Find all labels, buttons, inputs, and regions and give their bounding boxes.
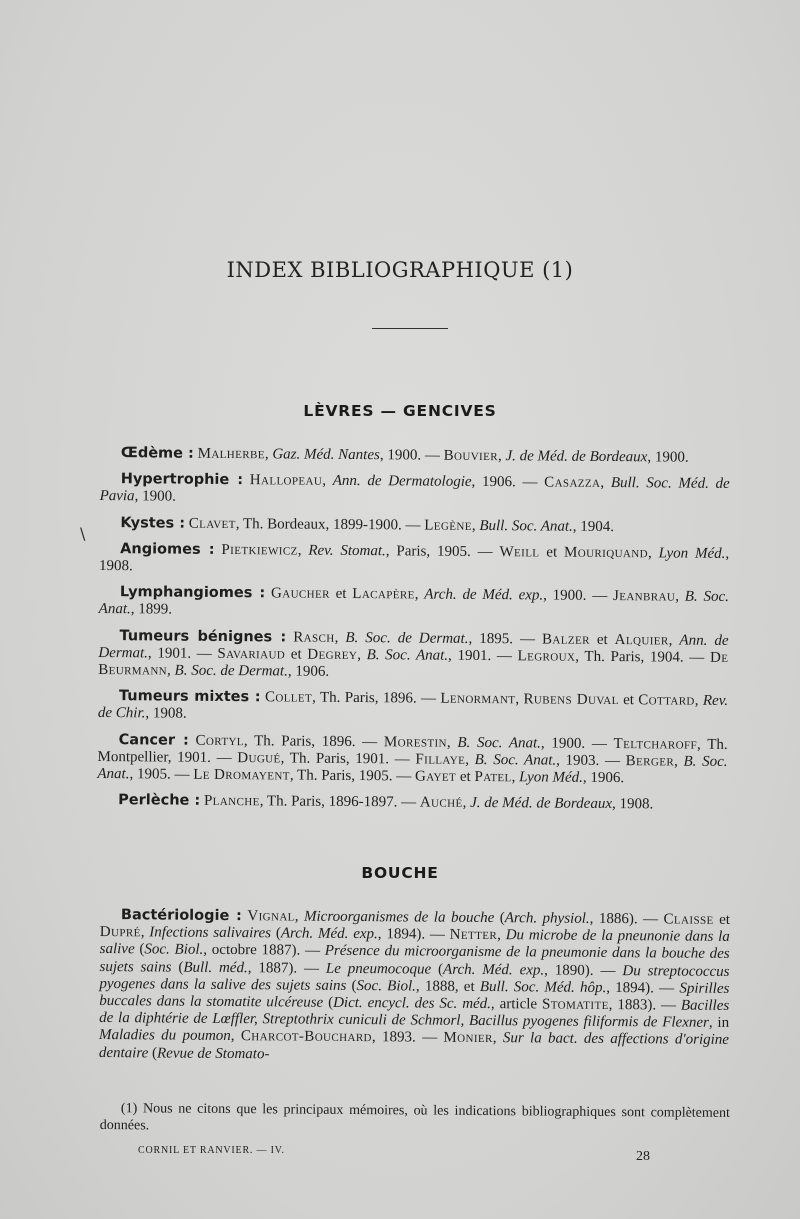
entry-author: Lenormant bbox=[440, 690, 516, 708]
entry-author: Hallopeau bbox=[249, 472, 323, 489]
entry-term: Angiomes : bbox=[120, 540, 215, 558]
entry-publication: Du microbe de la pneunonie dans la salive bbox=[99, 927, 730, 958]
entry-text: ( bbox=[494, 910, 505, 927]
entry-text: , bbox=[511, 769, 520, 786]
entry-text: , bbox=[600, 475, 611, 492]
entry-text: , Th. Paris, 1896. — bbox=[312, 689, 441, 707]
entry-term: Kystes : bbox=[120, 514, 186, 532]
entry-author: Gaucher bbox=[270, 585, 330, 603]
entry-author: Morestin bbox=[383, 733, 447, 751]
entry-author: Dugué bbox=[237, 749, 281, 767]
entry-text: et bbox=[713, 911, 730, 928]
entry-publication: Lyon Méd. bbox=[519, 769, 583, 786]
entry-author: Malherbe bbox=[197, 445, 265, 463]
entry-text: , 1900. bbox=[134, 488, 176, 506]
entry-author: Gayet bbox=[414, 768, 457, 785]
entry-publication: Arch. Méd. exp. bbox=[443, 961, 545, 979]
entry-text: , 1887). — bbox=[247, 959, 327, 977]
entry-text: , Th. Paris, 1905. — bbox=[289, 767, 416, 785]
entry-text: , bbox=[294, 908, 305, 925]
entry-publication: Bull. méd. bbox=[183, 959, 248, 976]
entry-text: , bbox=[694, 692, 703, 709]
entry-publication: Bull. Soc. Méd. de Pavia bbox=[99, 475, 730, 505]
entry-text: , bbox=[297, 542, 309, 559]
entry-text: ( bbox=[171, 959, 184, 976]
entry-text: , bbox=[674, 753, 684, 770]
entry-publication: B. Soc. Anat. bbox=[98, 588, 729, 618]
section-heading-levres: LÈVRES — GENCIVES bbox=[303, 402, 497, 420]
entry-text: ( bbox=[148, 1045, 158, 1062]
entry-text: , 1901. — bbox=[448, 647, 518, 665]
entry-author: Legène bbox=[424, 517, 472, 534]
entry-author: Fillaye bbox=[415, 751, 466, 768]
entry-publication: Dict. encycl. des Sc. méd. bbox=[333, 994, 492, 1013]
entry-text: , 1894). — bbox=[377, 926, 450, 943]
entry-author: Berger bbox=[625, 752, 675, 770]
entry-text: , bbox=[462, 795, 471, 812]
entry-text: et bbox=[539, 544, 565, 561]
entry-author: Rasch bbox=[293, 629, 335, 646]
entries-bouche bbox=[99, 907, 730, 1076]
entry-text: , Th. Paris, 1904. — bbox=[575, 648, 711, 666]
entry-text: , bbox=[497, 448, 506, 465]
entry-author: Weill bbox=[499, 543, 540, 561]
entry-author: Teltcharoff bbox=[613, 735, 698, 753]
entry-author: Savariaud bbox=[217, 645, 286, 663]
entry-publication: Bacilles de la diphtérie de Lœffler, Streptothrix cuniculi de Schmorl, Bacillus pyogenes filiformis de Flexner bbox=[99, 997, 730, 1032]
entry-publication: Sur la bact. des affections d'origine dentaire bbox=[98, 1030, 730, 1062]
bibliography-entry bbox=[97, 792, 727, 814]
entry-publication: Lyon Méd. bbox=[658, 545, 726, 562]
entry-author: Collet bbox=[264, 689, 313, 706]
entry-author: Charcot-Bouchard bbox=[240, 1028, 372, 1046]
entry-author: Planche bbox=[203, 793, 260, 810]
entry-text: , bbox=[230, 1028, 241, 1045]
entry-publication: Soc. Biol. bbox=[144, 941, 204, 959]
entry-text: et bbox=[456, 768, 475, 785]
entry-text: , 1893. — bbox=[371, 1029, 444, 1047]
entry-text: , 1906. — bbox=[471, 474, 545, 491]
entry-text: , Th. Paris, 1896-1897. — bbox=[259, 793, 420, 811]
entry-publication: Microorganismes de la bouche bbox=[303, 908, 495, 927]
entry-author: Cortyl bbox=[195, 732, 245, 749]
entry-author: Netter bbox=[449, 926, 498, 944]
entry-text: et bbox=[589, 631, 615, 648]
bibliography-entry bbox=[99, 907, 730, 1067]
entry-text: ( bbox=[323, 994, 334, 1011]
entry-author: Bouvier bbox=[443, 447, 499, 465]
entry-author: Patel bbox=[474, 768, 512, 786]
entry-text: , bbox=[465, 751, 475, 768]
entry-author: Dupré bbox=[99, 924, 141, 941]
entry-text: , bbox=[334, 629, 346, 646]
entry-publication: Rev. Stomat. bbox=[308, 542, 386, 560]
entry-publication: J. de Méd. de Bordeaux bbox=[505, 448, 648, 466]
entry-text: , 1905. — bbox=[129, 766, 194, 783]
entry-text: , octobre 1887). — bbox=[203, 942, 325, 960]
bibliography-entry bbox=[97, 732, 727, 789]
entry-text: , Th. Bordeaux, 1899-1900. — bbox=[235, 515, 425, 534]
entries-levres bbox=[97, 445, 730, 823]
entry-text: , 1901. — bbox=[147, 645, 218, 662]
entry-publication: Soc. Biol. bbox=[356, 977, 417, 995]
entry-author: Rubens Duval bbox=[523, 691, 619, 709]
entry-author: Auché bbox=[419, 794, 463, 812]
bibliography-entry bbox=[98, 688, 728, 727]
entry-publication: B. Soc. Anat. bbox=[457, 734, 542, 752]
bibliography-entry bbox=[100, 445, 730, 467]
entry-author: Monier bbox=[443, 1030, 493, 1047]
entry-term: Bactériologie : bbox=[120, 907, 242, 925]
entry-term: Œdème : bbox=[120, 445, 194, 462]
entry-publication: J. de Méd. de Bordeaux bbox=[470, 795, 613, 813]
entry-publication: Arch. Méd. exp. bbox=[280, 925, 378, 943]
entry-author: Stomatite bbox=[541, 996, 609, 1014]
bibliography-entry bbox=[99, 541, 729, 580]
footer-signature: CORNIL ET RANVIER. — IV. bbox=[138, 1145, 285, 1156]
entry-publication: B. Soc. de Dermat. bbox=[174, 662, 288, 680]
entry-publication: Ann. de Dermat. bbox=[98, 632, 729, 662]
entry-publication: Bull. Soc. Méd. hôp. bbox=[479, 978, 607, 996]
entry-text: ( bbox=[346, 977, 357, 994]
bibliography-entry bbox=[100, 471, 730, 510]
entry-text: et bbox=[329, 586, 353, 603]
entry-text: , 1894). — bbox=[606, 979, 680, 997]
entry-publication: B. Soc. de Dermat. bbox=[345, 629, 469, 647]
entry-publication: Arch. de Méd. exp. bbox=[424, 586, 544, 604]
bibliography-entry bbox=[99, 515, 729, 537]
section-heading-bouche: BOUCHE bbox=[361, 864, 439, 882]
entry-text: ( bbox=[134, 941, 145, 958]
entry-text: , bbox=[414, 586, 425, 603]
entry-text: , 1904. bbox=[572, 518, 615, 535]
entry-term: Tumeurs bénignes : bbox=[119, 627, 287, 646]
entry-text: ( bbox=[431, 961, 444, 978]
entry-text: , 1908. bbox=[98, 545, 730, 575]
entry-text: , article bbox=[490, 996, 543, 1013]
entry-author: Vignal bbox=[247, 908, 295, 925]
entry-text: , 1899. bbox=[130, 601, 173, 618]
entry-text: , bbox=[675, 588, 685, 605]
margin-mark: \ bbox=[80, 524, 86, 543]
entry-author: De Beurmann bbox=[98, 649, 729, 679]
footnote: (1) Nous ne citons que les principaux mémoires, où les indications bibliographiques sont complètement données. bbox=[99, 1101, 730, 1133]
entry-publication: Infections salivaires bbox=[149, 924, 272, 942]
entry-text: , bbox=[647, 545, 659, 562]
entry-author: Clavet bbox=[188, 515, 236, 532]
entry-publication: Rev. de Chir. bbox=[97, 692, 729, 722]
entry-text: , bbox=[497, 927, 506, 944]
entry-publication: Bull. Soc. Anat. bbox=[479, 517, 573, 535]
entry-author: Legroux bbox=[517, 648, 576, 665]
entry-text: , 1890). — bbox=[544, 962, 623, 979]
entry-author: Mouriquand bbox=[563, 544, 649, 562]
entry-author: Claisse bbox=[663, 911, 714, 928]
entry-text: , bbox=[322, 472, 333, 490]
entry-publication: B. Soc. Anat. bbox=[366, 646, 449, 664]
entry-author: Cottard bbox=[638, 692, 695, 709]
entry-text: , bbox=[264, 446, 273, 463]
entry-publication: B. Soc. Anat. bbox=[97, 753, 728, 783]
entry-text: et bbox=[618, 692, 639, 709]
entry-text: ( bbox=[270, 925, 281, 942]
entry-text: , Th. Paris, 1896. — bbox=[243, 732, 384, 750]
entry-text: , 1895. — bbox=[468, 630, 543, 648]
entry-text: , bbox=[140, 924, 150, 941]
entry-text: , bbox=[357, 646, 367, 663]
entry-text: , 1908. bbox=[611, 796, 654, 813]
entry-text: , 1900. bbox=[647, 449, 689, 466]
entry-term: Cancer : bbox=[118, 731, 189, 749]
page-title: INDEX BIBLIOGRAPHIQUE (1) bbox=[226, 258, 574, 282]
entry-text: , 1886). — bbox=[589, 910, 664, 928]
entry-term: Perlèche : bbox=[118, 792, 201, 810]
entry-text: , Th. Montpellier, 1901. — bbox=[97, 736, 728, 766]
entry-publication: Revue de Stomato- bbox=[156, 1045, 270, 1062]
page-number: 28 bbox=[636, 1149, 650, 1164]
entry-publication: Du streptococcus pyogenes dans la salive des sujets sains bbox=[99, 962, 730, 994]
entry-publication: Maladies du poumon bbox=[98, 1027, 231, 1045]
entry-text: , bbox=[166, 662, 175, 679]
entry-author: Balzer bbox=[541, 631, 590, 648]
entry-publication: Présence du microorganisme de la pneumonie dans la bouche des sujets sains bbox=[99, 943, 730, 976]
entry-author: Lacapère bbox=[352, 586, 415, 603]
entry-text: , 1906. bbox=[287, 663, 330, 680]
entry-author: Alquier bbox=[614, 631, 669, 649]
entry-author: Le Dromayent bbox=[193, 766, 290, 784]
entry-publication: Gaz. Méd. Nantes bbox=[272, 446, 380, 464]
entry-term: Hypertrophie : bbox=[120, 471, 244, 489]
entry-author: Degrey bbox=[307, 646, 358, 663]
entry-text: , bbox=[471, 517, 480, 534]
entry-author: Casazza bbox=[544, 474, 601, 492]
entry-author: Pietkiewicz bbox=[221, 541, 298, 559]
entry-text: , bbox=[668, 632, 680, 649]
title-rule bbox=[372, 328, 448, 329]
entry-publication: Le pneumocoque bbox=[325, 960, 432, 978]
entry-text: , Th. Paris, 1901. — bbox=[280, 750, 416, 768]
entry-text: , bbox=[492, 1030, 503, 1047]
entry-text: , 1908. bbox=[145, 705, 187, 723]
entry-publication: B. Soc. Anat. bbox=[474, 751, 557, 769]
entry-author: Jeanbrau bbox=[612, 588, 676, 605]
entry-text: , 1900. — bbox=[543, 587, 614, 605]
entry-text: , 1888, et bbox=[415, 978, 480, 995]
entry-term: Tumeurs mixtes : bbox=[118, 688, 261, 706]
entry-text: , in bbox=[708, 1015, 730, 1032]
entry-term: Lymphangiomes : bbox=[119, 584, 266, 602]
bibliography-entry bbox=[99, 584, 729, 623]
entry-text: , bbox=[515, 691, 524, 708]
entry-publication: Ann. de Dermatologie bbox=[332, 473, 472, 491]
entry-text: , bbox=[446, 734, 458, 751]
entry-text: , 1883). — bbox=[608, 997, 681, 1014]
entry-text: , Paris, 1905. — bbox=[385, 543, 500, 560]
entry-text: , 1900. — bbox=[540, 735, 614, 752]
entry-publication: Arch. physiol. bbox=[504, 910, 590, 927]
entry-text: , 1906. bbox=[582, 769, 625, 787]
entry-text: , 1903. — bbox=[556, 752, 626, 769]
entry-text: , 1900. — bbox=[379, 447, 444, 464]
entry-text: et bbox=[285, 646, 308, 663]
entry-publication: Spirilles buccales dans la stomatite ulcéreuse bbox=[99, 980, 730, 1011]
bibliography-entry bbox=[98, 628, 728, 685]
